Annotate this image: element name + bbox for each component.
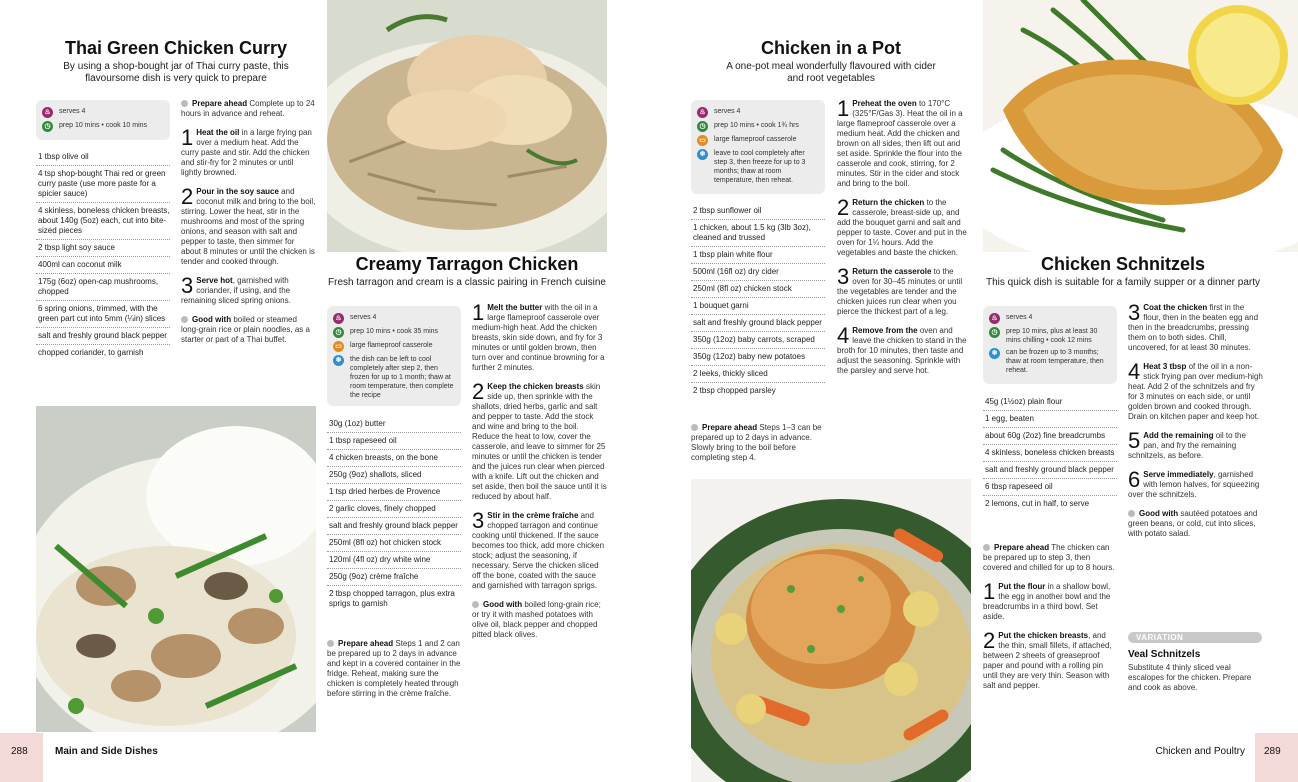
casserole-icon: ▭ (333, 341, 344, 352)
chicken-pot-photo (691, 479, 971, 782)
ingredient: 2 tbsp sunflower oil (691, 203, 825, 220)
ingredient: 250g (9oz) crème fraîche (327, 569, 461, 586)
ingredient: 1 egg, beaten (983, 411, 1117, 428)
casserole-icon: ▭ (697, 135, 708, 146)
bullet-icon (181, 316, 188, 323)
bullet-icon (472, 601, 479, 608)
tarragon-intro: Fresh tarragon and cream is a classic pairing in French cuisine (328, 277, 606, 288)
ingredient: 350g (12oz) baby new potatoes (691, 349, 825, 366)
bullet-icon (327, 640, 334, 647)
ingredient: 4 chicken breasts, on the bone (327, 450, 461, 467)
tarragon-prepare-ahead: Prepare ahead Steps 1 and 2 can be prepared up to 2 days in advance and kept in a covered container in the fridge. Reheat, making sure the chicken is completely heated through before stirring in the crème fraîche. (327, 639, 461, 698)
ingredient: 4 skinless, boneless chicken breasts (983, 445, 1117, 462)
ingredient: 2 tbsp chopped parsley (693, 386, 776, 395)
tarragon-info-box: ♨ serves 4 ◷ prep 10 mins • cook 35 mins ▭ large flameproof casserole ❄ the dish can be left to cool completely after step 2, then frozen for up to 1 month; thaw at room temperature, then complete the recipe (327, 306, 461, 406)
ingredient: 2 tbsp chopped tarragon, plus extra sprigs to garnish (329, 589, 455, 608)
ingredient: 4 tsp shop-bought Thai red or green curry paste (use more paste for a spicier sauce) (36, 166, 170, 203)
clock-icon: ◷ (333, 327, 344, 338)
pot-ingredients (691, 203, 825, 399)
ingredient: 45g (1½oz) plain flour (983, 394, 1117, 411)
schnitzel-prepare-ahead: Prepare ahead The chicken can be prepared up to step 3, then covered and chilled for up to 8 hours. (983, 543, 1115, 572)
thai-good-with: Good with boiled or steamed long-grain rice or plain noodles, as a starter or part of a Thai buffet. (181, 315, 310, 344)
thai-serves: serves 4 (59, 108, 86, 115)
pot-step-4: 4 Remove from the oven and leave the chicken to stand in the broth for 10 minutes, then taste and adjust the seasoning. Sprinkle with the parsley and serve hot. (837, 323, 967, 375)
snowflake-icon: ❄ (333, 355, 344, 366)
thai-prep: prep 10 mins • cook 10 mins (59, 122, 148, 129)
ingredient: 4 skinless, boneless chicken breasts, about 140g (5oz) each, cut into bite-sized pieces (36, 203, 170, 240)
serves-icon: ♨ (989, 313, 1000, 324)
schnitzel-method-left (983, 543, 1117, 700)
variation-title: Veal Schnitzels (1128, 649, 1201, 660)
snowflake-icon: ❄ (989, 348, 1000, 359)
pot-prepare-ahead: Prepare ahead Steps 1–3 can be prepared up to 2 days in advance. Slowly bring to the boil before completing step 4. (691, 423, 822, 462)
ingredient: 175g (6oz) open-cap mushrooms, chopped (36, 274, 170, 301)
snowflake-icon: ❄ (697, 149, 708, 160)
ingredient: 250ml (8fl oz) hot chicken stock (327, 535, 461, 552)
ingredient: 1 bouquet garni (691, 298, 825, 315)
thai-title: Thai Green Chicken Curry (64, 38, 288, 58)
pot-step-1: 1 Preheat the oven to 170°C (325°F/Gas 3). Heat the oil in a large flameproof casserole over a medium heat. Add the chicken and brown on all sides, then lift out and set aside. Sprinkle the flour into the casserole and cook, stirring, for 2 minutes. Stir in the cider and stock and bring to the boil. (837, 96, 963, 188)
ingredient: chopped coriander, to garnish (38, 348, 144, 357)
thai-method (181, 99, 316, 354)
tarragon-method (472, 300, 607, 649)
serves-icon: ♨ (697, 107, 708, 118)
schnitzel-step-4: 4 Heat 3 tbsp of the oil in a non-stick frying pan over medium-high heat. Add 2 of the schnitzels and fry for 3 minutes on each side, or until golden brown and cooked through. Drain on kitchen paper and keep hot. (1128, 359, 1263, 421)
ingredient: 120ml (4fl oz) dry white wine (327, 552, 461, 569)
schnitzel-step-2: 2 Put the chicken breasts, and the thin, small fillets, if attached, between 2 sheets of greaseproof paper and pound with a rolling pin until they are very thin. Season with salt and pepper. (983, 628, 1112, 690)
schnitzel-step-6: 6 Serve immediately, garnished with lemon halves, for squeezing over the schnitzels. (1128, 467, 1260, 499)
schnitzel-info-box: ♨ serves 4 ◷ prep 10 mins, plus at least 30 mins chilling • cook 12 mins ❄ can be frozen up to 3 months; thaw at room temperature, then reheat. (983, 306, 1117, 384)
ingredient: 500ml (16fl oz) dry cider (691, 264, 825, 281)
ingredient: 2 garlic cloves, finely chopped (327, 501, 461, 518)
schnitzel-step-5: 5 Add the remaining oil to the pan, and fry the remaining schnitzels, as before. (1128, 428, 1246, 460)
ingredient: 250ml (8fl oz) chicken stock (691, 281, 825, 298)
left-page-number: 288 (11, 746, 28, 757)
ingredient: 350g (12oz) baby carrots, scraped (691, 332, 825, 349)
variation-tag: VARIATION (1128, 632, 1262, 643)
schnitzel-ingredients (983, 394, 1117, 512)
ingredient: 1 tbsp plain white flour (691, 247, 825, 264)
thai-curry-photo (36, 406, 316, 732)
serves-icon: ♨ (42, 107, 53, 118)
ingredient: salt and freshly ground black pepper (327, 518, 461, 535)
schnitzel-photo (983, 0, 1298, 252)
clock-icon: ◷ (697, 121, 708, 132)
thai-step-3: 3 Serve hot, garnished with coriander, if using, and the remaining sliced spring onions. (181, 273, 291, 305)
tarragon-title: Creamy Tarragon Chicken (355, 254, 579, 274)
ingredient: 6 tbsp rapeseed oil (983, 479, 1117, 496)
schnitzel-step-1: 1 Put the flour in a shallow bowl, the egg in another bowl and the breadcrumbs in a third bowl. Set aside. (983, 579, 1111, 621)
right-page-number: 289 (1264, 746, 1281, 757)
thai-prepare-ahead: Prepare ahead Complete up to 24 hours in advance and reheat. (181, 99, 315, 118)
ingredient: 2 leeks, thickly sliced (691, 366, 825, 383)
thai-ingredients (36, 149, 170, 361)
tarragon-good-with: Good with boiled long-grain rice; or try it with mashed potatoes with olive oil, black pepper and chopped pitted black olives. (472, 600, 601, 639)
ingredient: 250g (9oz) shallots, sliced (327, 467, 461, 484)
right-page-number-band (1255, 733, 1298, 782)
serves-icon: ♨ (333, 313, 344, 324)
ingredient: 400ml can coconut milk (36, 257, 170, 274)
thai-step-1: 1 Heat the oil in a large frying pan over a medium heat. Add the curry paste and stir. Add the chicken and stir-fry for 2 minutes or until lightly browned. (181, 125, 312, 177)
right-section-title: Chicken and Poultry (1155, 746, 1245, 757)
ingredient: salt and freshly ground black pepper (36, 328, 170, 345)
tarragon-step-3: 3 Stir in the crème fraîche and chopped tarragon and continue cooking until thickened. If the sauce becomes too thick, add more chicken stock; adjust the seasoning, if necessary. Serve the chicken sliced off the bone, coated with the sauce and garnished with tarragon sprigs. (472, 508, 605, 590)
thai-step-2: 2 Pour in the soy sauce and coconut milk and bring to the boil, stirring. Lower the heat, stir in the mushrooms and most of the spring onions, and season with salt and pepper to taste, then simmer for about 8 minutes or until the chicken is tender and cooked through. (181, 184, 316, 266)
ingredient: 30g (1oz) butter (327, 416, 461, 433)
ingredient: 2 lemons, cut in half, to serve (985, 499, 1090, 508)
bullet-icon (983, 544, 990, 551)
tarragon-chicken-photo (327, 0, 607, 252)
variation-text: Substitute 4 thinly sliced veal escalopes for the chicken. Prepare and cook as above. (1128, 663, 1252, 692)
ingredient: 2 tbsp light soy sauce (36, 240, 170, 257)
clock-icon: ◷ (989, 327, 1000, 338)
schnitzel-good-with: Good with sautéed potatoes and green beans, or cold, cut into slices, with potato salad. (1128, 509, 1258, 538)
pot-prepare-ahead-block (691, 423, 825, 472)
ingredient: 1 tbsp olive oil (36, 149, 170, 166)
pot-intro: A one-pot meal wonderfully flavoured with cider and root vegetables (726, 61, 936, 84)
pot-info-box: ♨ serves 4 ◷ prep 10 mins • cook 1¾ hrs ▭ large flameproof casserole ❄ leave to cool completely after step 3, then freeze for up to 3 months; thaw at room temperature, then reheat. (691, 100, 825, 194)
pot-title: Chicken in a Pot (760, 38, 902, 58)
tarragon-step-2: 2 Keep the chicken breasts skin side up, then sprinkle with the shallots, dried herbs, garlic and salt and pepper to taste. Add the stock and wine and bring to the boil. Reduce the heat to low, cover the casserole, and leave to simmer for 25 minutes or until the chicken is tender and the juices run clear when pierced with a knife. Lift out the chicken and set aside, then boil the sauce until it is reduced by about half. (472, 379, 607, 501)
schnitzel-step-3: 3 Coat the chicken first in the flour, then in the beaten egg and then in the breadcrumbs, pressing them on to both sides. Chill, uncovered, for at least 30 minutes. (1128, 300, 1259, 352)
tarragon-step-1: 1 Melt the butter with the oil in a large flameproof casserole over medium-high heat. Add the chicken breasts, skin side down, and fry for 3 minutes or until golden brown, then turn over and continue browning for a further 2 minutes. (472, 300, 605, 372)
bullet-icon (1128, 510, 1135, 517)
pot-step-3: 3 Return the casserole to the oven for 30–45 minutes or until the vegetables are tender and the chicken juices run clear when you pierce the thickest part of a leg. (837, 264, 963, 316)
ingredient: 1 chicken, about 1.5 kg (3lb 3oz), cleaned and trussed (691, 220, 825, 247)
thai-info-box (36, 100, 170, 140)
left-section-title: Main and Side Dishes (55, 746, 158, 757)
pot-step-2: 2 Return the chicken to the casserole, breast-side up, and add the bouquet garni and salt and pepper to taste. Cover and put in the oven for 1¼ hours. Add the vegetables and baste the chicken. (837, 195, 967, 257)
thai-intro: By using a shop-bought jar of Thai curry paste, this flavoursome dish is very quick to prepare (63, 61, 289, 84)
schnitzel-method-right (1128, 300, 1263, 548)
schnitzel-title: Chicken Schnitzels (1040, 254, 1206, 274)
ingredient: salt and freshly ground black pepper (691, 315, 825, 332)
tarragon-prepare-ahead-block (327, 639, 461, 708)
tarragon-ingredients (327, 416, 461, 612)
left-page-number-band (0, 733, 43, 782)
ingredient: salt and freshly ground black pepper (983, 462, 1117, 479)
ingredient: 1 tsp dried herbes de Provence (327, 484, 461, 501)
bullet-icon (181, 100, 188, 107)
ingredient: 6 spring onions, trimmed, with the green part cut into 5mm (¼in) slices (36, 301, 170, 328)
ingredient: about 60g (2oz) fine breadcrumbs (983, 428, 1117, 445)
pot-method (837, 96, 971, 385)
bullet-icon (691, 424, 698, 431)
ingredient: 1 tbsp rapeseed oil (327, 433, 461, 450)
clock-icon: ◷ (42, 121, 53, 132)
schnitzel-intro: This quick dish is suitable for a family supper or a dinner party (985, 277, 1260, 288)
